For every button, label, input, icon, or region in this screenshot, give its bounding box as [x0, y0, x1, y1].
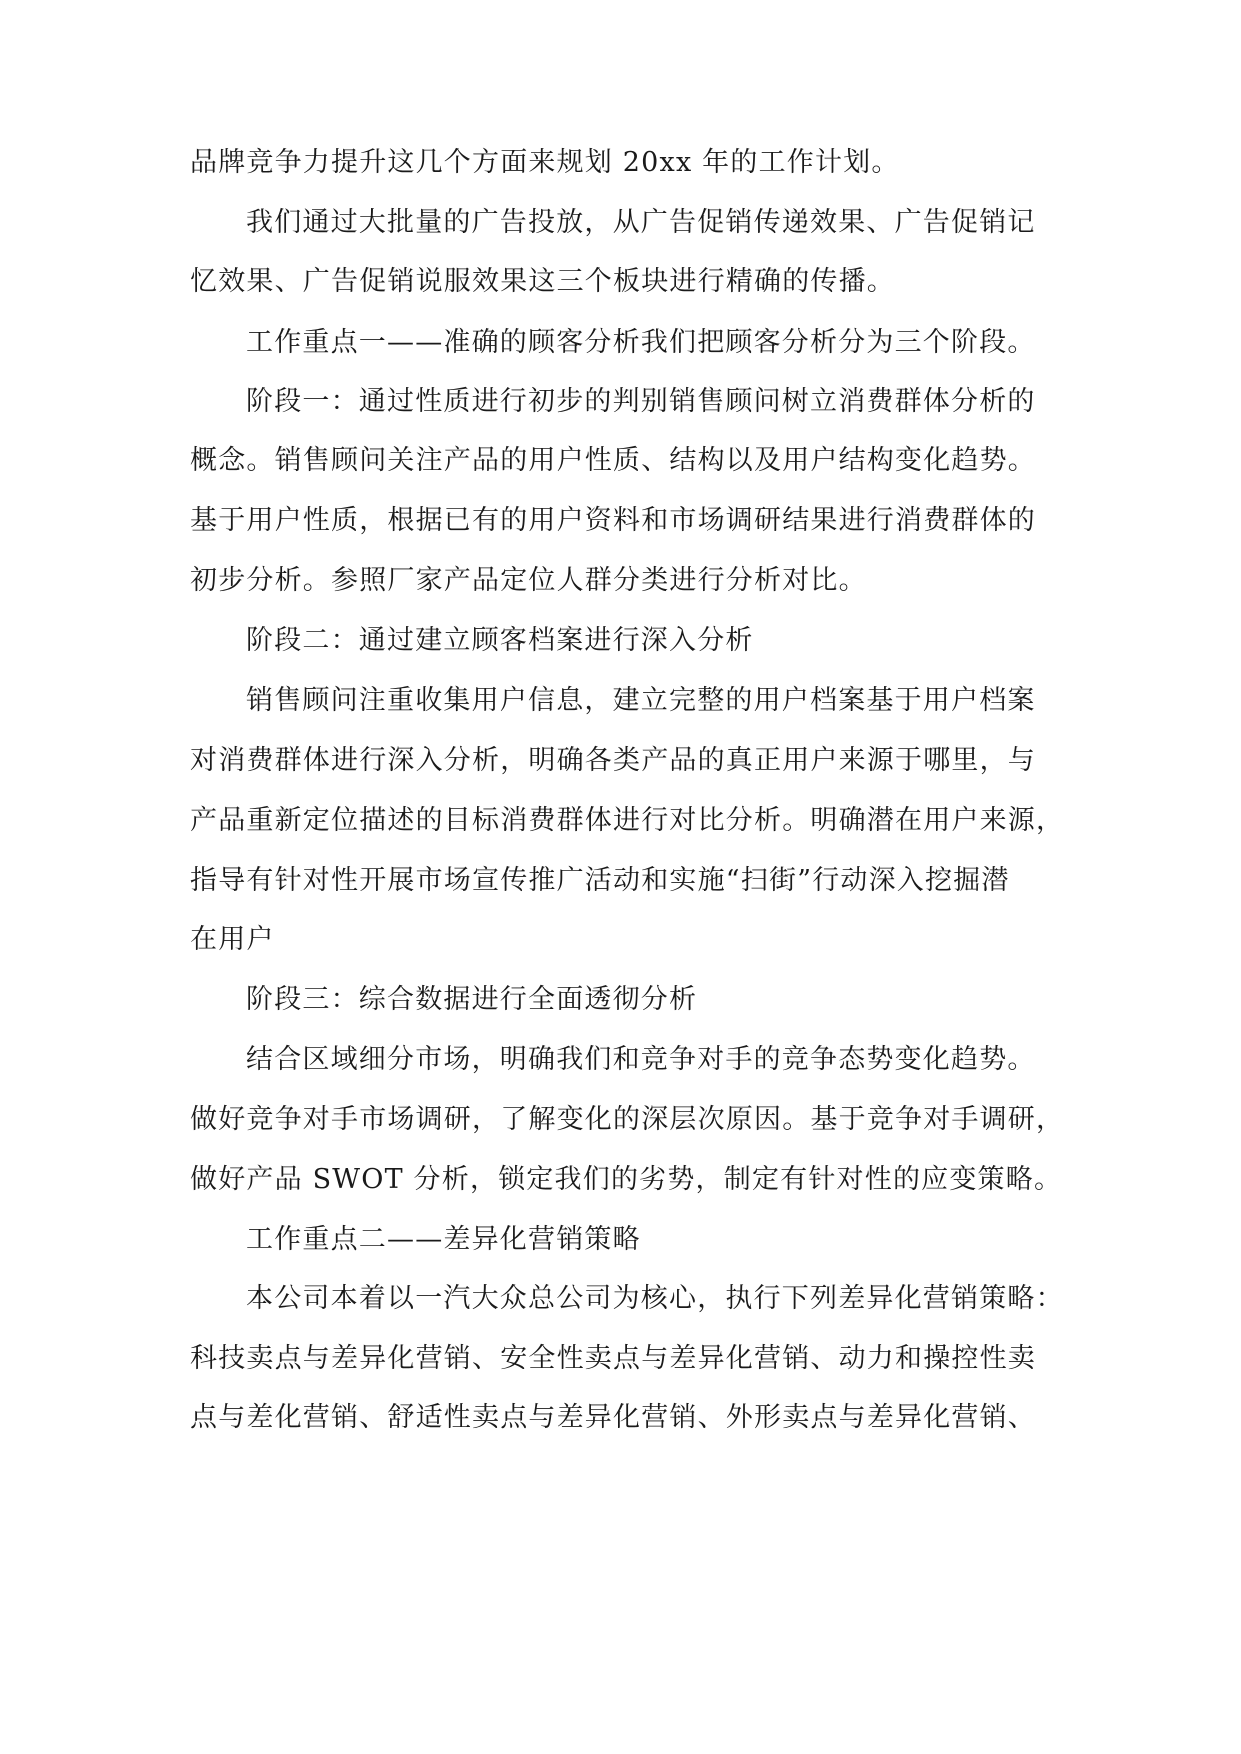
text-line: 产品重新定位描述的目标消费群体进行对比分析。明确潜在用户来源， — [190, 805, 1065, 836]
text-line: 销售顾问注重收集用户信息，建立完整的用户档案基于用户档案 — [246, 685, 1036, 716]
text-line: 阶段三：综合数据进行全面透彻分析 — [246, 984, 698, 1015]
text-line: 做好竞争对手市场调研，了解变化的深层次原因。基于竞争对手调研， — [190, 1104, 1065, 1135]
text-line: 忆效果、广告促销说服效果这三个板块进行精确的传播。 — [190, 266, 895, 297]
text-line: 基于用户性质，根据已有的用户资料和市场调研结果进行消费群体的 — [190, 505, 1036, 536]
text-line: 指导有针对性开展市场宣传推广活动和实施“扫街”行动深入挖掘潜 — [190, 865, 1010, 896]
text-line: 做好产品 SWOT 分析，锁定我们的劣势，制定有针对性的应变策略。 — [190, 1164, 1063, 1195]
text-line: 在用户 — [190, 924, 275, 955]
text-line: 我们通过大批量的广告投放，从广告促销传递效果、广告促销记 — [246, 207, 1036, 238]
text-line: 阶段一：通过性质进行初步的判别销售顾问树立消费群体分析的 — [246, 386, 1036, 417]
text-line: 工作重点二——差异化营销策略 — [246, 1224, 641, 1255]
text-line: 对消费群体进行深入分析，明确各类产品的真正用户来源于哪里，与 — [190, 745, 1036, 776]
text-line: 阶段二：通过建立顾客档案进行深入分析 — [246, 625, 754, 656]
text-line: 结合区域细分市场，明确我们和竞争对手的竞争态势变化趋势。 — [246, 1044, 1036, 1075]
text-line: 概念。销售顾问关注产品的用户性质、结构以及用户结构变化趋势。 — [190, 445, 1036, 476]
text-line: 科技卖点与差异化营销、安全性卖点与差异化营销、动力和操控性卖 — [190, 1343, 1036, 1374]
text-line: 初步分析。参照厂家产品定位人群分类进行分析对比。 — [190, 565, 867, 596]
text-line: 本公司本着以一汽大众总公司为核心，执行下列差异化营销策略： — [246, 1283, 1064, 1314]
text-line: 点与差化营销、舒适性卖点与差异化营销、外形卖点与差异化营销、 — [190, 1402, 1036, 1433]
text-line: 工作重点一——准确的顾客分析我们把顾客分析分为三个阶段。 — [246, 327, 1036, 358]
text-line: 品牌竞争力提升这几个方面来规划 20xx 年的工作计划。 — [190, 147, 900, 178]
